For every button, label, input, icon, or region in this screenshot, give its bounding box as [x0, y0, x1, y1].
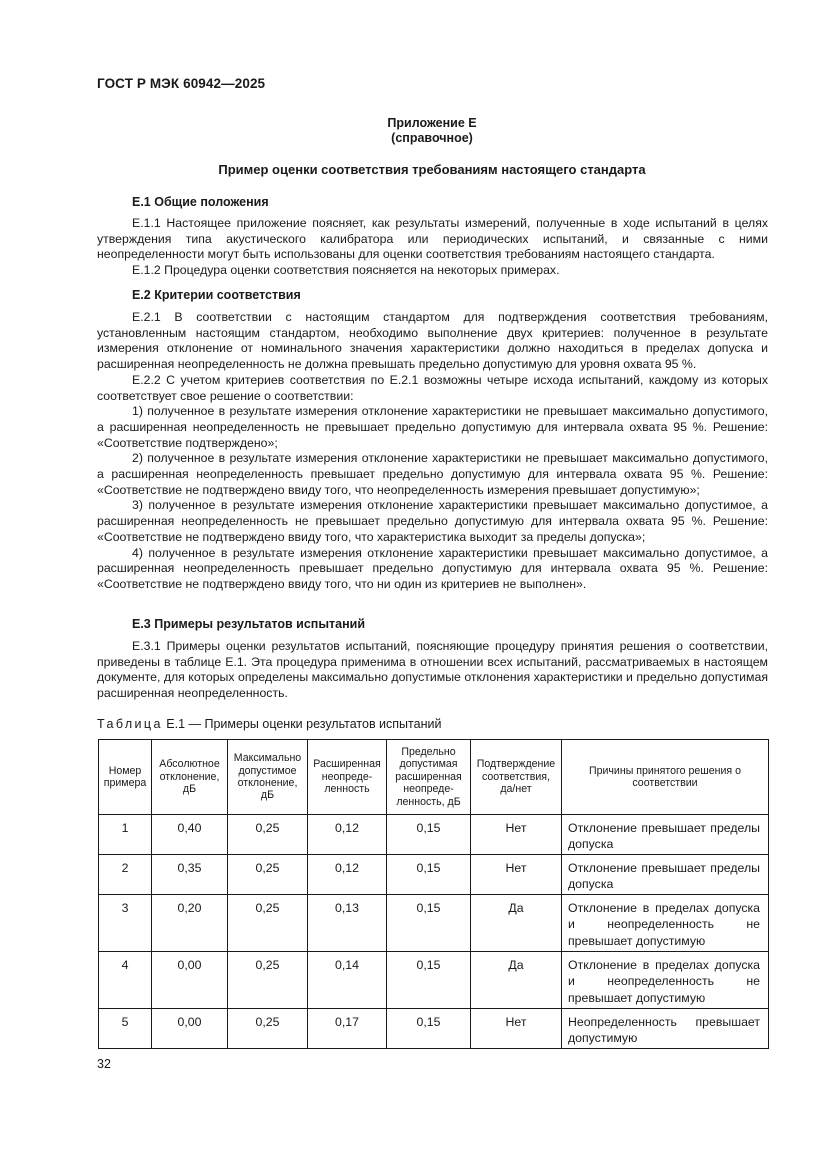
table-cell: 0,25 — [228, 895, 308, 952]
table-row — [99, 855, 769, 895]
section-heading-e3: Е.3 Примеры результатов испытаний — [132, 617, 366, 631]
table-cell: 0,00 — [152, 952, 228, 1009]
table-row — [99, 895, 769, 952]
table-cell: 3 — [99, 895, 152, 952]
col-header-conformity: Подтверждение соответствия, да/нет — [471, 740, 562, 815]
table-row — [99, 1009, 769, 1049]
table-cell-reason: Отклонение в пределах допуска и неопределенность не превышает допустимую — [562, 895, 769, 952]
paragraph-e2-1: Е.2.1 В соответствии с настоящим стандартом для подтверждения соответствия требованиям, установленным настоящим стандартом, необходимо выполнение двух критериев: полученное в результате измерения отклонение от номинального значения характеристики должно находиться в пределах допуска и расширенная неопределенность не должна превышать предельно допустимую для уровня охвата 95 %. — [97, 310, 768, 372]
col-header-expanded-uncertainty: Расширенная неопреде-ленность — [308, 740, 387, 815]
table-cell-reason: Отклонение превышает пределы допуска — [562, 815, 769, 855]
list-item-e2-2: 2) полученное в результате измерения отклонение характеристики не превышает максимально допустимого, а расширенная неопределенность превышает предельно допустимую для интервала охвата 95 %. Решение: «Соответствие не подтверждено ввиду того, что неопределенность измерения превышает допустимую»; — [97, 451, 768, 497]
table-cell: 0,14 — [308, 952, 387, 1009]
table-cell: 0,25 — [228, 855, 308, 895]
table-cell: Да — [471, 952, 562, 1009]
table-cell: 0,25 — [228, 815, 308, 855]
paragraph-e1-2: Е.1.2 Процедура оценки соответствия поясняется на некоторых примерах. — [132, 263, 560, 278]
table-row — [99, 952, 769, 1009]
col-header-max-uncertainty: Предельно допустимая расширенная неопреде-ленность, дБ — [387, 740, 471, 815]
table-cell: 0,20 — [152, 895, 228, 952]
col-header-example-number: Номер примера — [99, 740, 152, 815]
table-cell: Да — [471, 895, 562, 952]
annex-title: Пример оценки соответствия требованиям настоящего стандарта — [218, 162, 646, 177]
table-caption — [97, 717, 441, 731]
paragraph-e3-1: Е.3.1 Примеры оценки результатов испытаний, поясняющие процедуру принятия решения о соответствии, приведены в таблице Е.1. Эта процедура применима в отношении всех испытаний, рассматриваемых в настоящем документе, для которых определены максимально допустимые отклонения характеристики и предельно допустимая расширенная неопределенность. — [97, 639, 768, 701]
table-cell: 5 — [99, 1009, 152, 1049]
table-cell: 0,00 — [152, 1009, 228, 1049]
results-table — [98, 739, 769, 1049]
table-cell: 0,15 — [387, 952, 471, 1009]
table-cell: 0,17 — [308, 1009, 387, 1049]
standard-header: ГОСТ Р МЭК 60942—2025 — [97, 76, 266, 91]
section-heading-e1: Е.1 Общие положения — [132, 195, 269, 209]
annex-type: (справочное) — [391, 131, 473, 145]
list-item-e2-3: 3) полученное в результате измерения отклонение характеристики превышает максимально допустимое, а расширенная неопределенность не превышает предельно допустимую для интервала охвата 95 %. Решение: «Соответствие не подтверждено ввиду того, что характеристика выходит за пределы допуска»; — [97, 498, 768, 544]
table-cell: Нет — [471, 1009, 562, 1049]
table-cell: 4 — [99, 952, 152, 1009]
table-cell-reason: Отклонение превышает пределы допуска — [562, 855, 769, 895]
table-cell: 0,12 — [308, 855, 387, 895]
col-header-reason: Причины принятого решения о соответствии — [562, 740, 769, 815]
section-e2-body — [97, 310, 768, 593]
table-cell: Нет — [471, 815, 562, 855]
table-header-row — [99, 740, 769, 815]
page-number: 32 — [97, 1057, 111, 1071]
table-cell: Нет — [471, 855, 562, 895]
table-cell: 0,15 — [387, 855, 471, 895]
table-caption-title: Е.1 — Примеры оценки результатов испытаний — [162, 717, 442, 731]
table-cell-reason: Неопределенность превышает допустимую — [562, 1009, 769, 1049]
table-caption-prefix: Таблица — [97, 717, 163, 731]
section-e3-body — [97, 639, 768, 702]
table-cell: 0,25 — [228, 1009, 308, 1049]
paragraph-e1-1: Е.1.1 Настоящее приложение поясняет, как результаты измерений, полученные в ходе испытаний в целях утверждения типа акустического калибратора или периодических испытаний, и связанные с ними неопределенности могут быть использованы для оценки соответствия требованиям настоящего стандарта. — [97, 216, 768, 262]
section-heading-e2: Е.2 Критерии соответствия — [132, 288, 301, 302]
table-cell: 0,25 — [228, 952, 308, 1009]
list-item-e2-1: 1) полученное в результате измерения отклонение характеристики не превышает максимально допустимого, а расширенная неопределенность не превышает предельно допустимую для интервала охвата 95 %. Решение: «Соответствие подтверждено»; — [97, 404, 768, 450]
table-cell: 0,35 — [152, 855, 228, 895]
paragraph-e2-2: Е.2.2 С учетом критериев соответствия по Е.2.1 возможны четыре исхода испытаний, каждому из которых соответствует свое решение о соответствии: — [97, 372, 768, 403]
section-e1-body — [97, 216, 768, 279]
col-header-max-deviation: Максимально допустимое отклонение, дБ — [228, 740, 308, 815]
table-cell: 0,15 — [387, 815, 471, 855]
table-cell: 0,40 — [152, 815, 228, 855]
table-cell: 2 — [99, 855, 152, 895]
table-cell: 0,15 — [387, 895, 471, 952]
table-row — [99, 815, 769, 855]
table-cell: 0,13 — [308, 895, 387, 952]
table-cell: 0,15 — [387, 1009, 471, 1049]
table-cell-reason: Отклонение в пределах допуска и неопределенность не превышает допустимую — [562, 952, 769, 1009]
list-item-e2-4: 4) полученное в результате измерения отклонение характеристики превышает максимально допустимое, а расширенная неопределенность превышает предельно допустимую для интервала охвата 95 %. Решение: «Соответствие не подтверждено ввиду того, что ни один из критериев не выполнен». — [97, 545, 768, 591]
table-cell: 1 — [99, 815, 152, 855]
col-header-absolute-deviation: Абсолютное отклонение, дБ — [152, 740, 228, 815]
annex-label: Приложение Е — [387, 116, 477, 130]
table-cell: 0,12 — [308, 815, 387, 855]
